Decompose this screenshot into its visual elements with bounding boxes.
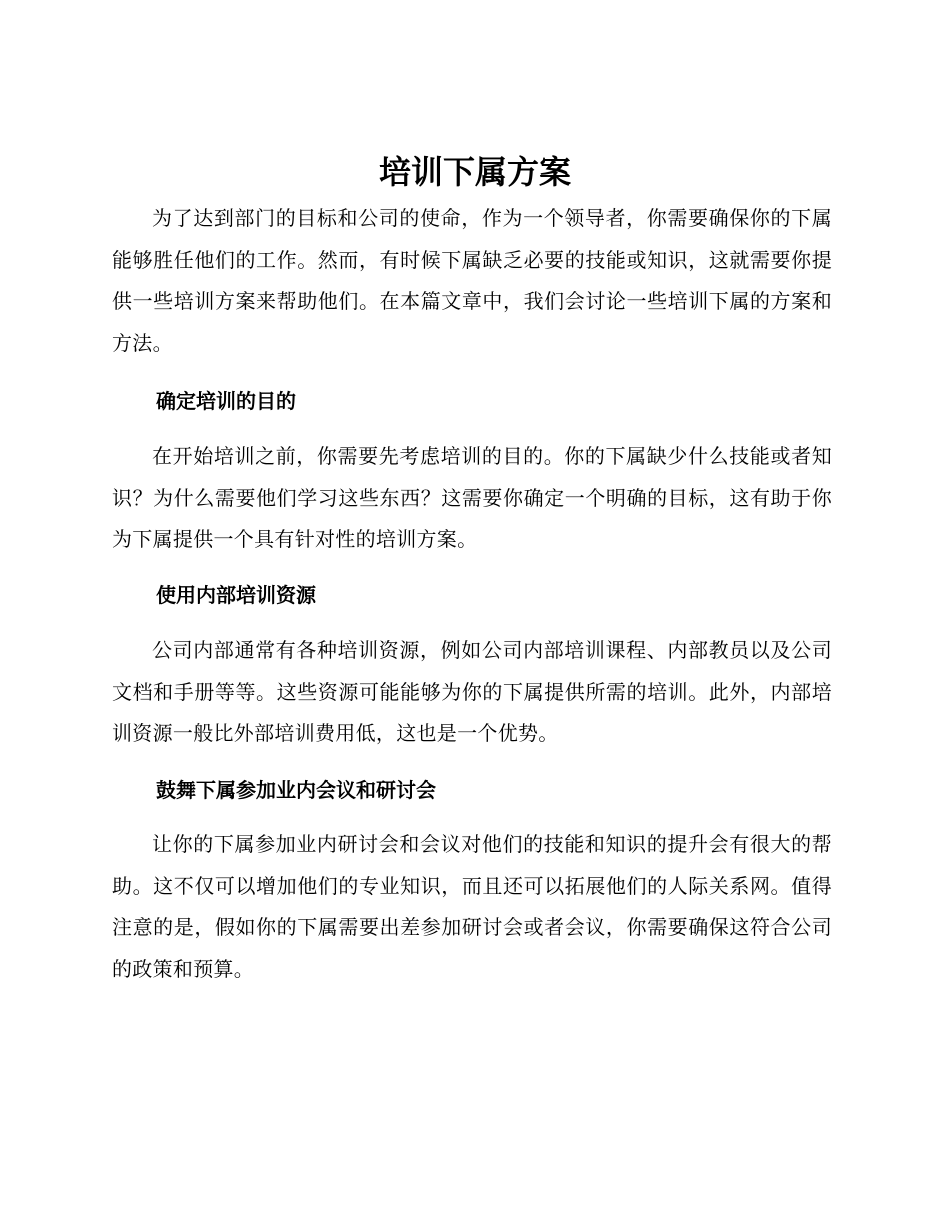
section-heading-training-goal: 确定培训的目的 <box>156 389 296 413</box>
section-body-training-goal: 在开始培训之前，你需要先考虑培训的目的。你的下属缺少什么技能或者知识？为什么需要他们学习这些东西？这需要你确定一个明确的目标，这有助于你为下属提供一个具有针对性的培训方案。 <box>112 444 832 551</box>
section-body-conferences: 让你的下属参加业内研讨会和会议对他们的技能和知识的提升会有很大的帮助。这不仅可以增加他们的专业知识，而且还可以拓展他们的人际关系网。值得注意的是，假如你的下属需要出差参加研讨会或者会议，你需要确保这符合公司的政策和预算。 <box>112 832 832 981</box>
section-heading-conferences: 鼓舞下属参加业内会议和研讨会 <box>156 778 436 802</box>
section-body-internal-resources: 公司内部通常有各种培训资源，例如公司内部培训课程、内部教员以及公司文档和手册等等。这些资源可能能够为你的下属提供所需的培训。此外，内部培训资源一般比外部培训费用低，这也是一个优势。 <box>112 638 832 745</box>
document-title: 培训下属方案 <box>378 153 571 191</box>
section-heading-internal-resources: 使用内部培训资源 <box>156 583 316 607</box>
intro-paragraph: 为了达到部门的目标和公司的使命，作为一个领导者，你需要确保你的下属能够胜任他们的工作。然而，有时候下属缺乏必要的技能或知识，这就需要你提供一些培训方案来帮助他们。在本篇文章中，我们会讨论一些培训下属的方案和方法。 <box>112 206 832 355</box>
